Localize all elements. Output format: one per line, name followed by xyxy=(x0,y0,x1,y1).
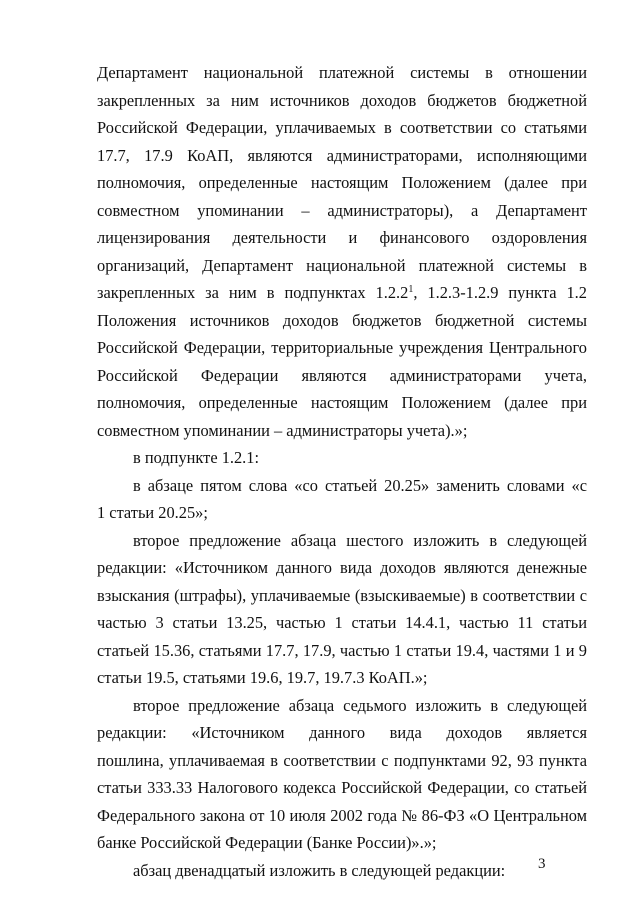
text-line: статьей 15.36, статьями 17.7, 17.9, частью 1 статьи 19.4, частями 1 и 9 xyxy=(97,640,587,660)
text-line: второе предложение абзаца шестого изложить в следующей xyxy=(133,530,587,550)
footnote-marker: 1 xyxy=(408,284,414,295)
text-line: редакции: «Источником данного вида доходов являются денежные xyxy=(97,558,587,577)
text-line: пошлина, уплачиваемая в соответствии с подпунктами 92, 93 пункта xyxy=(97,750,587,770)
text-line: полномочия, определенные настоящим Положением (далее при xyxy=(97,393,587,412)
text-line: Российской Федерации, территориальные учреждения Центрального xyxy=(97,338,587,357)
text-line: организаций, Департамент национальной платежной системы в xyxy=(97,255,587,275)
text-line: 1 статьи 20.25»; xyxy=(97,503,208,522)
text-line: редакции: «Источником данного вида доходов является xyxy=(97,723,587,742)
text-line: абзац двенадцатый изложить в следующей редакции: xyxy=(133,860,506,880)
text-line: Российской Федерации являются администраторами учета, xyxy=(97,365,587,385)
text-fragment: , 1.2.3-1.2.9 пункта 1.2 xyxy=(413,283,587,302)
text-line: в подпункте 1.2.1: xyxy=(133,448,260,467)
text-line: 17.7, 17.9 КоАП, являются администраторами, исполняющими xyxy=(97,145,587,165)
body-text xyxy=(97,59,587,884)
text-line: банке Российской Федерации (Банке России)».»; xyxy=(97,833,437,852)
text-line: взыскания (штрафы), уплачиваемые (взыскиваемые) в соответствии с xyxy=(97,585,587,605)
text-line: частью 3 статьи 13.25, частью 1 статьи 14.4.1, частью 11 статьи xyxy=(97,613,587,632)
text-line: Федерального закона от 10 июля 2002 года № 86-ФЗ «О Центральном xyxy=(97,805,587,825)
text-line: лицензирования деятельности и финансового оздоровления xyxy=(97,228,587,247)
text-line: в абзаце пятом слова «со статьей 20.25» заменить словами «с xyxy=(133,475,587,495)
text-line: совместном упоминании – администраторы), а Департамент xyxy=(97,200,587,220)
text-line: Положения источников доходов бюджетов бюджетной системы xyxy=(97,310,587,330)
text-line: совместном упоминании – администраторы учета).»; xyxy=(97,420,468,440)
page-number: 3 xyxy=(538,856,546,872)
text-line: Департамент национальной платежной системы в отношении xyxy=(97,63,587,82)
text-line xyxy=(97,279,587,307)
text-line: второе предложение абзаца седьмого изложить в следующей xyxy=(133,695,587,715)
text-line: статьи 333.33 Налогового кодекса Российской Федерации, со статьей xyxy=(97,778,587,797)
text-fragment: закрепленных за ним в подпунктах 1.2.2 xyxy=(97,283,409,302)
text-line: закрепленных за ним источников доходов бюджетов бюджетной xyxy=(97,90,587,110)
text-line: Российской Федерации, уплачиваемых в соответствии со статьями xyxy=(97,118,587,137)
text-line: полномочия, определенные настоящим Положением (далее при xyxy=(97,173,587,192)
text-line: статьи 19.5, статьями 19.6, 19.7, 19.7.3 КоАП.»; xyxy=(97,668,428,687)
